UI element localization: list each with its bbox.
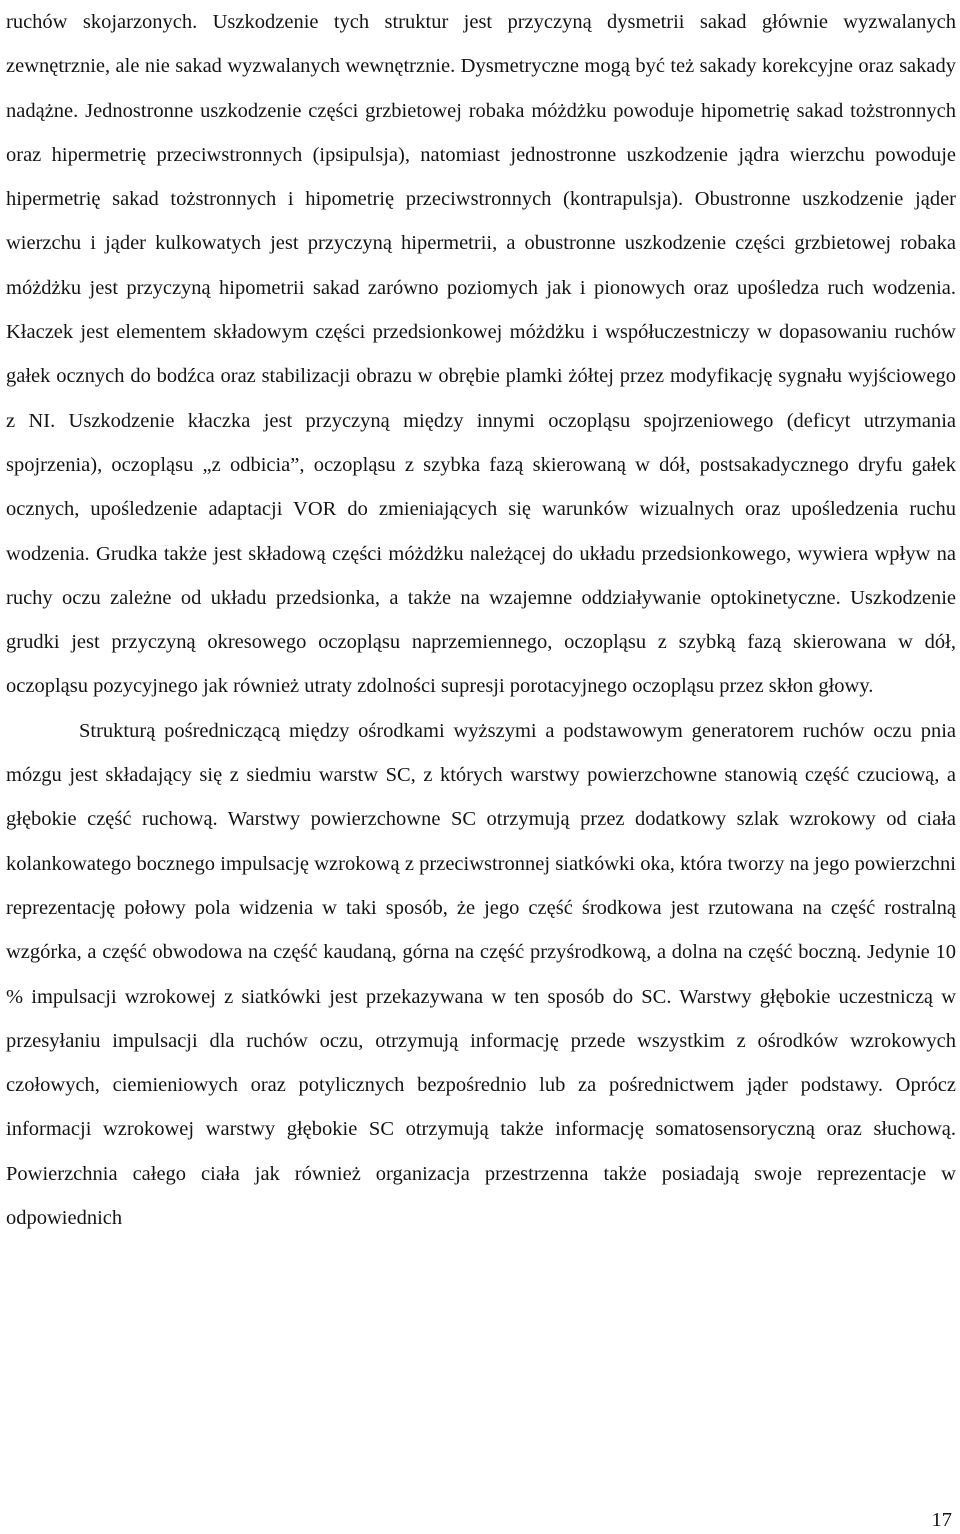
paragraph-cerebellum: ruchów skojarzonych. Uszkodzenie tych struktur jest przyczyną dysmetrii sakad głównie wyzwalanych zewnętrznie, ale nie sakad wyzwalanych wewnętrznie. Dysmetryczne mogą być też sakady korekcyjne oraz sakady nadążne. Jednostronne uszkodzenie części grzbietowej robaka móżdżku powoduje hipometrię sakad tożstronnych oraz hipermetrię przeciwstronnych (ipsipulsja), natomiast jednostronne uszkodzenie jądra wierzchu powoduje hipermetrię sakad tożstronnych i hipometrię przeciwstronnych (kontrapulsja). Obustronne uszkodzenie jąder wierzchu i jąder kulkowatych jest przyczyną hipermetrii, a obustronne uszkodzenie części grzbietowej robaka móżdżku jest przyczyną hipometrii sakad zarówno poziomych jak i pionowych oraz upośledza ruch wodzenia. Kłaczek jest elementem składowym części przedsionkowej móżdżku i współuczestniczy w dopasowaniu ruchów gałek ocznych do bodźca oraz stabilizacji obrazu w obrębie plamki żółtej przez modyfikację sygnału wyjściowego z NI. Uszkodzenie kłaczka jest przyczyną między innymi oczopląsu spojrzeniowego (deficyt utrzymania spojrzenia), oczopląsu „z odbicia”, oczopląsu z szybka fazą skierowaną w dół, postsakadycznego dryfu gałek ocznych, upośledzenie adaptacji VOR do zmieniających się warunków wizualnych oraz upośledzenia ruchu wodzenia. Grudka także jest składową części móżdżku należącej do układu przedsionkowego, wywiera wpływ na ruchy oczu zależne od układu przedsionka, a także na wzajemne oddziaływanie optokinetyczne. Uszkodzenie grudki jest przyczyną okresowego oczopląsu naprzemiennego, oczopląsu z szybką fazą skierowana w dół, oczopląsu pozycyjnego jak również utraty zdolności supresji porotacyjnego oczopląsu przez skłon głowy. — [6, 11, 956, 698]
document-body — [6, 0, 956, 1240]
paragraph-superior-colliculus: Strukturą pośredniczącą między ośrodkami wyższymi a podstawowym generatorem ruchów oczu pnia mózgu jest składający się z siedmiu warstw SC, z których warstwy powierzchowne stanowią część czuciową, a głębokie część ruchową. Warstwy powierzchowne SC otrzymują przez dodatkowy szlak wzrokowy od ciała kolankowatego bocznego impulsację wzrokową z przeciwstronnej siatkówki oka, która tworzy na jego powierzchni reprezentację połowy pola widzenia w taki sposób, że jego część środkowa jest rzutowana na część rostralną wzgórka, a część obwodowa na część kaudaną, górna na część przyśrodkową, a dolna na część boczną. Jedynie 10 % impulsacji wzrokowej z siatkówki jest przekazywana w ten sposób do SC. Warstwy głębokie uczestniczą w przesyłaniu impulsacji dla ruchów oczu, otrzymują informację przede wszystkim z ośrodków wzrokowych czołowych, ciemieniowych oraz potylicznych bezpośrednio lub za pośrednictwem jąder podstawy. Oprócz informacji wzrokowej warstwy głębokie SC otrzymują także informację somatosensoryczną oraz słuchową. Powierzchnia całego ciała jak również organizacja przestrzenna także posiadają swoje reprezentacje w odpowiednich — [6, 719, 956, 1230]
page-number: 17 — [931, 1509, 952, 1531]
